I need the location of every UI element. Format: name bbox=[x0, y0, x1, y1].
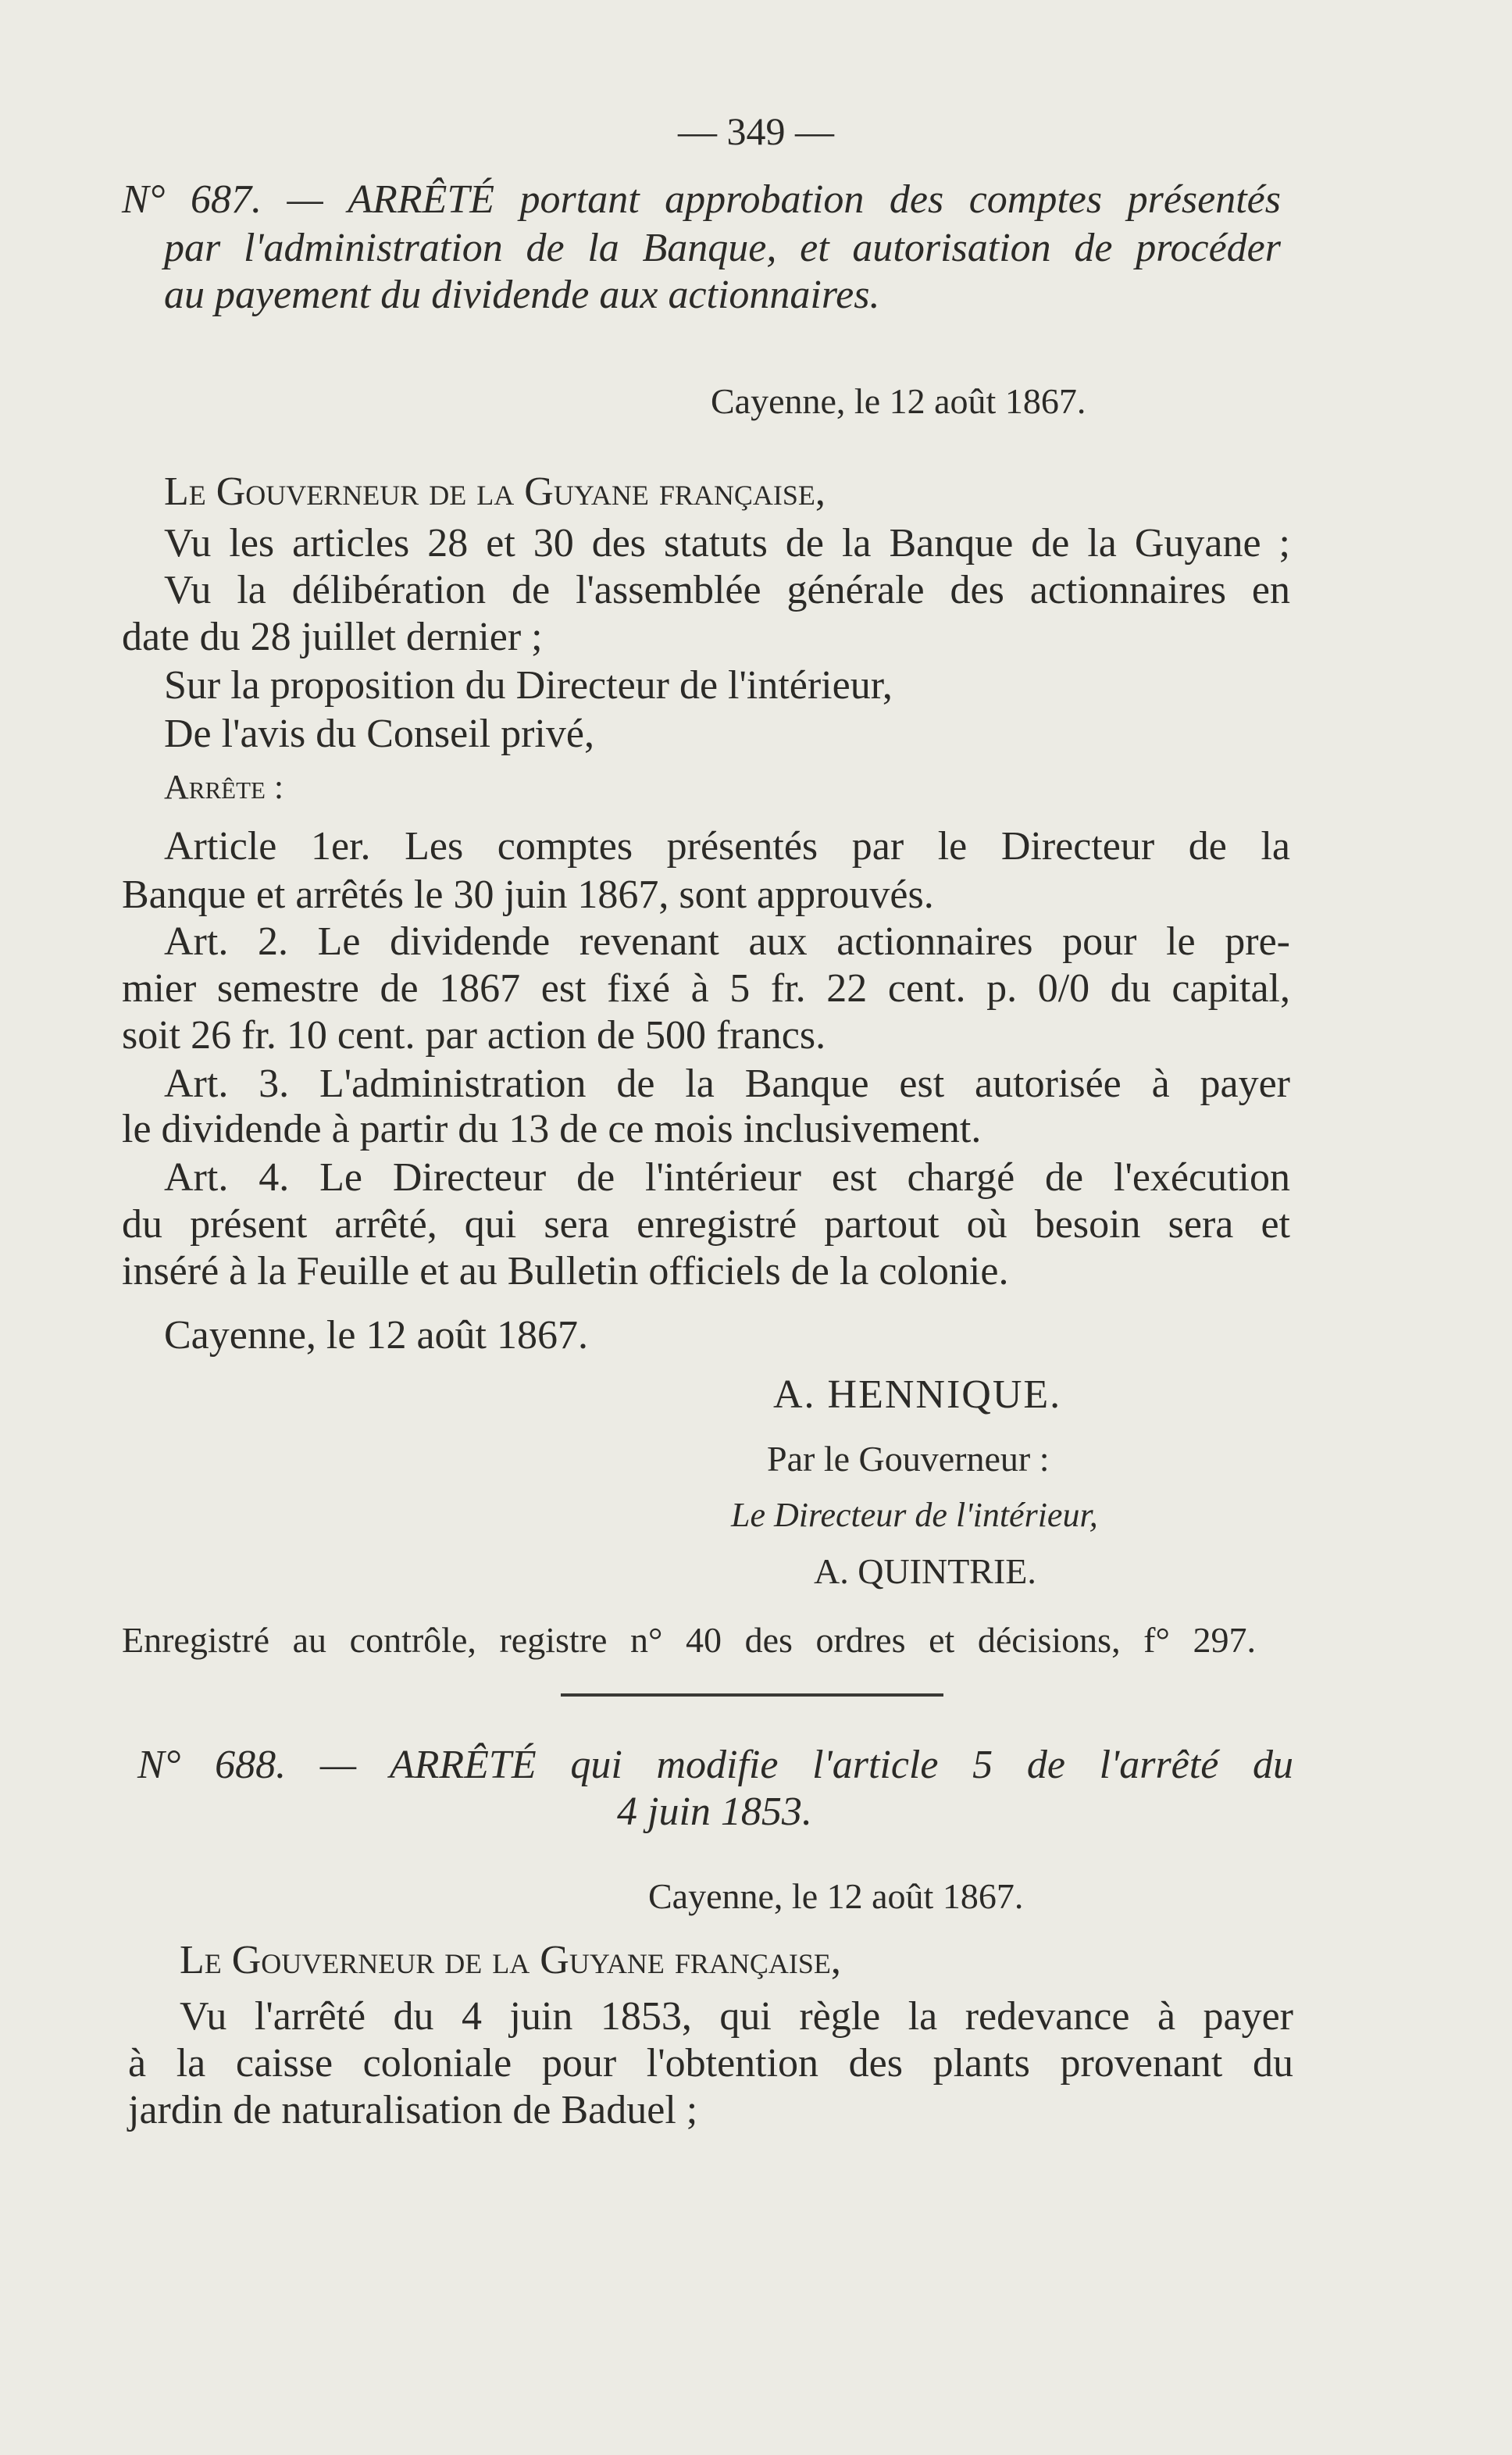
act-687-body-line-10: Art. 2. Le dividende revenant aux actionnaires pour le pre- bbox=[164, 919, 1290, 964]
act-687-body-line-4: date du 28 juillet dernier ; bbox=[122, 615, 543, 659]
act-687-body-line-15: Art. 4. Le Directeur de l'intérieur est chargé de l'exécution bbox=[164, 1155, 1290, 1200]
act-687-body-line-2: Vu les articles 28 et 30 des statuts de la Banque de la Guyane ; bbox=[164, 521, 1290, 566]
act-687-body-line-5: Sur la proposition du Directeur de l'intérieur, bbox=[164, 663, 893, 708]
act-687-body-line-9: Banque et arrêtés le 30 juin 1867, sont approuvés. bbox=[122, 872, 934, 917]
act-687-director-name: A. QUINTRIE. bbox=[814, 1551, 1036, 1591]
act-688-body-line-4: jardin de naturalisation de Baduel ; bbox=[128, 2088, 698, 2132]
act-687-heading-line-2: par l'administration de la Banque, et autorisation de procéder bbox=[164, 226, 1281, 270]
act-687-director-title: Le Directeur de l'intérieur, bbox=[731, 1496, 1098, 1534]
act-688-body-line-3: à la caisse coloniale pour l'obtention des plants provenant du bbox=[128, 2041, 1293, 2086]
act-687-heading-line-1: N° 687. — ARRÊTÉ portant approbation des comptes présentés bbox=[122, 177, 1281, 222]
act-688-heading-line-1: N° 688. — ARRÊTÉ qui modifie l'article 5 de l'arrêté du bbox=[137, 1743, 1293, 1787]
act-687-arrete-label: Arrête : bbox=[164, 768, 284, 806]
act-687-body-line-1: Le Gouverneur de la Guyane française, bbox=[164, 469, 826, 514]
act-687-body-line-12: soit 26 fr. 10 cent. par action de 500 francs. bbox=[122, 1013, 826, 1058]
act-687-by-governor: Par le Gouverneur : bbox=[767, 1439, 1050, 1479]
act-687-body-line-13: Art. 3. L'administration de la Banque est autorisée à payer bbox=[164, 1062, 1290, 1106]
act-687-body-line-8: Article 1er. Les comptes présentés par le Directeur de la bbox=[164, 824, 1290, 869]
act-688-body-line-2: Vu l'arrêté du 4 juin 1853, qui règle la redevance à payer bbox=[180, 1994, 1293, 2039]
act-688-body-line-1: Le Gouverneur de la Guyane française, bbox=[180, 1938, 841, 1982]
act-688-dateline: Cayenne, le 12 août 1867. bbox=[648, 1876, 1024, 1916]
act-687-heading-line-3: au payement du dividende aux actionnaires. bbox=[164, 273, 880, 317]
act-687-body-line-16: du présent arrêté, qui sera enregistré partout où besoin sera et bbox=[122, 1202, 1290, 1247]
act-687-body-line-14: le dividende à partir du 13 de ce mois inclusivement. bbox=[122, 1107, 982, 1151]
section-divider bbox=[561, 1693, 943, 1697]
act-688-heading-line-2: 4 juin 1853. bbox=[617, 1790, 812, 1834]
act-687-signatory: A. HENNIQUE. bbox=[773, 1372, 1062, 1417]
act-687-closing-date: Cayenne, le 12 août 1867. bbox=[164, 1313, 588, 1358]
act-687-body-line-11: mier semestre de 1867 est fixé à 5 fr. 22 cent. p. 0/0 du capital, bbox=[122, 966, 1290, 1011]
act-687-registration: Enregistré au contrôle, registre n° 40 des ordres et décisions, f° 297. bbox=[122, 1620, 1256, 1660]
act-687-body-line-17: inséré à la Feuille et au Bulletin officiels de la colonie. bbox=[122, 1249, 1009, 1294]
act-687-body-line-6: De l'avis du Conseil privé, bbox=[164, 712, 594, 756]
act-687-body-line-3: Vu la délibération de l'assemblée générale des actionnaires en bbox=[164, 568, 1290, 612]
page-number: — 349 — bbox=[678, 109, 834, 153]
act-687-dateline: Cayenne, le 12 août 1867. bbox=[711, 381, 1086, 421]
